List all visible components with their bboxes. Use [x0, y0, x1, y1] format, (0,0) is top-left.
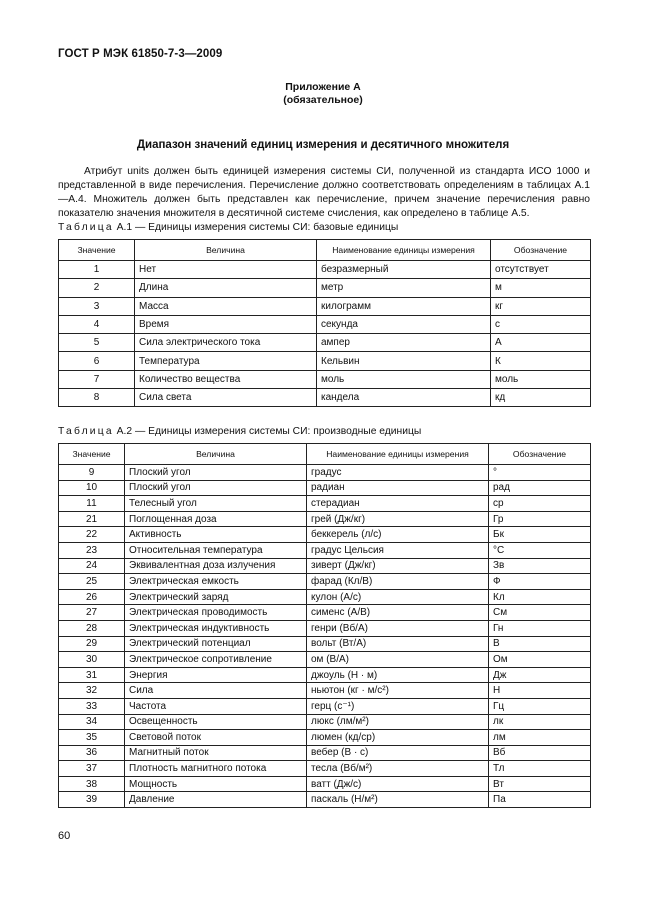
table2-caption	[58, 426, 421, 437]
cell-unit-name: вольт (Вт/А)	[307, 636, 489, 652]
table-row	[59, 667, 591, 683]
cell-value: 9	[59, 465, 125, 481]
cell-symbol: Н	[489, 683, 591, 699]
cell-quantity: Масса	[135, 297, 317, 315]
cell-quantity: Поглощенная доза	[125, 511, 307, 527]
cell-symbol: лк	[489, 714, 591, 730]
cell-quantity: Активность	[125, 527, 307, 543]
cell-unit-name: тесла (Вб/м²)	[307, 761, 489, 777]
cell-unit-name: грей (Дж/кг)	[307, 511, 489, 527]
table-row	[59, 620, 591, 636]
base-units-table-body	[59, 261, 591, 407]
cell-value: 32	[59, 683, 125, 699]
cell-symbol: ср	[489, 496, 591, 512]
cell-value: 4	[59, 315, 135, 333]
cell-value: 34	[59, 714, 125, 730]
cell-value: 2	[59, 279, 135, 297]
cell-symbol: м	[491, 279, 591, 297]
table-row	[59, 683, 591, 699]
cell-quantity: Сила электрического тока	[135, 334, 317, 352]
table-row	[59, 465, 591, 481]
cell-quantity: Световой поток	[125, 730, 307, 746]
cell-unit-name: безразмерный	[317, 261, 491, 279]
table-row	[59, 730, 591, 746]
derived-units-table-body	[59, 465, 591, 808]
cell-value: 10	[59, 480, 125, 496]
cell-value: 31	[59, 667, 125, 683]
cell-symbol: Ом	[489, 652, 591, 668]
section-title: Диапазон значений единиц измерения и десятичного множителя	[136, 139, 510, 151]
cell-unit-name: килограмм	[317, 297, 491, 315]
cell-symbol: Дж	[489, 667, 591, 683]
page-number: 60	[58, 830, 71, 842]
table-row	[59, 496, 591, 512]
column-header-quantity: Величина	[125, 444, 307, 465]
derived-units-table	[58, 443, 591, 808]
cell-value: 27	[59, 605, 125, 621]
cell-value: 30	[59, 652, 125, 668]
cell-unit-name: ом (В/А)	[307, 652, 489, 668]
cell-unit-name: люмен (кд/ср)	[307, 730, 489, 746]
table-row	[59, 279, 591, 297]
cell-quantity: Нет	[135, 261, 317, 279]
column-header-symbol: Обозначение	[491, 240, 591, 261]
cell-symbol: Ф	[489, 574, 591, 590]
table-row	[59, 389, 591, 407]
cell-value: 24	[59, 558, 125, 574]
table-row	[59, 652, 591, 668]
table-row	[59, 542, 591, 558]
column-header-value: Значение	[59, 240, 135, 261]
table2-caption-label: Таблица	[58, 426, 114, 437]
cell-quantity: Электрическая проводимость	[125, 605, 307, 621]
cell-unit-name: секунда	[317, 315, 491, 333]
cell-unit-name: Кельвин	[317, 352, 491, 370]
cell-value: 39	[59, 792, 125, 808]
cell-symbol: Па	[489, 792, 591, 808]
cell-quantity: Электрический потенциал	[125, 636, 307, 652]
table-row	[59, 334, 591, 352]
table-row	[59, 776, 591, 792]
cell-value: 38	[59, 776, 125, 792]
cell-quantity: Эквивалентная доза излучения	[125, 558, 307, 574]
cell-unit-name: градус Цельсия	[307, 542, 489, 558]
cell-symbol: моль	[491, 370, 591, 388]
cell-symbol: Тл	[489, 761, 591, 777]
cell-symbol: А	[491, 334, 591, 352]
cell-unit-name: джоуль (Н · м)	[307, 667, 489, 683]
cell-quantity: Электрическая индуктивность	[125, 620, 307, 636]
table-row	[59, 698, 591, 714]
cell-unit-name: зиверт (Дж/кг)	[307, 558, 489, 574]
table-row	[59, 605, 591, 621]
cell-symbol: Вт	[489, 776, 591, 792]
cell-value: 5	[59, 334, 135, 352]
cell-unit-name: ньютон (кг · м/с²)	[307, 683, 489, 699]
cell-value: 3	[59, 297, 135, 315]
cell-unit-name: герц (с⁻¹)	[307, 698, 489, 714]
column-header-value: Значение	[59, 444, 125, 465]
cell-symbol: В	[489, 636, 591, 652]
table-row	[59, 315, 591, 333]
cell-symbol: Гн	[489, 620, 591, 636]
cell-symbol: См	[489, 605, 591, 621]
cell-unit-name: ампер	[317, 334, 491, 352]
table1-caption-label: Таблица	[58, 222, 114, 233]
cell-value: 28	[59, 620, 125, 636]
cell-quantity: Время	[135, 315, 317, 333]
intro-paragraph	[58, 165, 590, 221]
cell-unit-name: сименс (А/В)	[307, 605, 489, 621]
cell-unit-name: градус	[307, 465, 489, 481]
cell-quantity: Освещенность	[125, 714, 307, 730]
cell-symbol: кг	[491, 297, 591, 315]
table-row	[59, 745, 591, 761]
cell-symbol: рад	[489, 480, 591, 496]
column-header-quantity: Величина	[135, 240, 317, 261]
cell-quantity: Частота	[125, 698, 307, 714]
cell-unit-name: вебер (В · с)	[307, 745, 489, 761]
cell-quantity: Электрическое сопротивление	[125, 652, 307, 668]
cell-unit-name: фарад (Кл/В)	[307, 574, 489, 590]
table-row	[59, 589, 591, 605]
cell-symbol: Гр	[489, 511, 591, 527]
cell-value: 23	[59, 542, 125, 558]
column-header-symbol: Обозначение	[489, 444, 591, 465]
cell-unit-name: кандела	[317, 389, 491, 407]
cell-quantity: Давление	[125, 792, 307, 808]
table-row	[59, 511, 591, 527]
base-units-table	[58, 239, 591, 407]
cell-unit-name: моль	[317, 370, 491, 388]
table-row	[59, 261, 591, 279]
document-code: ГОСТ Р МЭК 61850-7-3—2009	[58, 48, 223, 60]
cell-value: 29	[59, 636, 125, 652]
cell-value: 21	[59, 511, 125, 527]
cell-quantity: Плоский угол	[125, 480, 307, 496]
table1-caption-text: А.1 — Единицы измерения системы СИ: базовые единицы	[116, 222, 399, 233]
cell-quantity: Длина	[135, 279, 317, 297]
cell-value: 26	[59, 589, 125, 605]
cell-symbol: Вб	[489, 745, 591, 761]
cell-unit-name: ватт (Дж/с)	[307, 776, 489, 792]
cell-quantity: Количество вещества	[135, 370, 317, 388]
cell-symbol: с	[491, 315, 591, 333]
table-row	[59, 352, 591, 370]
cell-quantity: Телесный угол	[125, 496, 307, 512]
cell-unit-name: кулон (А/с)	[307, 589, 489, 605]
cell-unit-name: паскаль (Н/м²)	[307, 792, 489, 808]
table-row	[59, 574, 591, 590]
cell-quantity: Электрический заряд	[125, 589, 307, 605]
cell-quantity: Энергия	[125, 667, 307, 683]
cell-value: 36	[59, 745, 125, 761]
table1-caption	[58, 222, 398, 233]
cell-unit-name: радиан	[307, 480, 489, 496]
appendix-subtitle: (обязательное)	[283, 94, 363, 106]
table-row	[59, 527, 591, 543]
cell-quantity: Магнитный поток	[125, 745, 307, 761]
cell-symbol: К	[491, 352, 591, 370]
column-header-unit-name: Наименование единицы измерения	[307, 444, 489, 465]
cell-symbol: Бк	[489, 527, 591, 543]
cell-value: 37	[59, 761, 125, 777]
cell-value: 25	[59, 574, 125, 590]
cell-symbol: °С	[489, 542, 591, 558]
cell-value: 33	[59, 698, 125, 714]
cell-quantity: Температура	[135, 352, 317, 370]
cell-value: 11	[59, 496, 125, 512]
cell-symbol: Зв	[489, 558, 591, 574]
table-header-row	[59, 444, 591, 465]
cell-unit-name: беккерель (л/с)	[307, 527, 489, 543]
cell-unit-name: люкс (лм/м²)	[307, 714, 489, 730]
cell-unit-name: метр	[317, 279, 491, 297]
cell-value: 6	[59, 352, 135, 370]
intro-paragraph-text: Атрибут units должен быть единицей измерения системы СИ, полученной из стандарта ИСО 1000 и представленной в виде перечисления. Перечисление должно соответствовать определениям в таблицах А.1—А.4. Множитель должен быть представлен как перечисление, причем значение перечисления равно показателю значения множителя в десятичной системе счисления, как определено в таблице А.5.	[58, 166, 590, 219]
cell-value: 35	[59, 730, 125, 746]
column-header-unit-name: Наименование единицы измерения	[317, 240, 491, 261]
cell-quantity: Плоский угол	[125, 465, 307, 481]
cell-quantity: Электрическая емкость	[125, 574, 307, 590]
cell-quantity: Плотность магнитного потока	[125, 761, 307, 777]
cell-symbol: °	[489, 465, 591, 481]
cell-symbol: Гц	[489, 698, 591, 714]
table-row	[59, 370, 591, 388]
table-row	[59, 636, 591, 652]
cell-unit-name: стерадиан	[307, 496, 489, 512]
cell-value: 22	[59, 527, 125, 543]
table-row	[59, 558, 591, 574]
appendix-title: Приложение А	[285, 81, 361, 93]
table2-caption-text: А.2 — Единицы измерения системы СИ: производные единицы	[116, 426, 422, 437]
cell-quantity: Сила света	[135, 389, 317, 407]
cell-unit-name: генри (Вб/А)	[307, 620, 489, 636]
table-row	[59, 761, 591, 777]
cell-value: 1	[59, 261, 135, 279]
table-row	[59, 480, 591, 496]
cell-symbol: кд	[491, 389, 591, 407]
table-row	[59, 792, 591, 808]
table-header-row	[59, 240, 591, 261]
cell-quantity: Мощность	[125, 776, 307, 792]
cell-symbol: Кл	[489, 589, 591, 605]
cell-symbol: отсутствует	[491, 261, 591, 279]
cell-symbol: лм	[489, 730, 591, 746]
table-row	[59, 714, 591, 730]
cell-quantity: Сила	[125, 683, 307, 699]
cell-quantity: Относительная температура	[125, 542, 307, 558]
table-row	[59, 297, 591, 315]
cell-value: 7	[59, 370, 135, 388]
cell-value: 8	[59, 389, 135, 407]
